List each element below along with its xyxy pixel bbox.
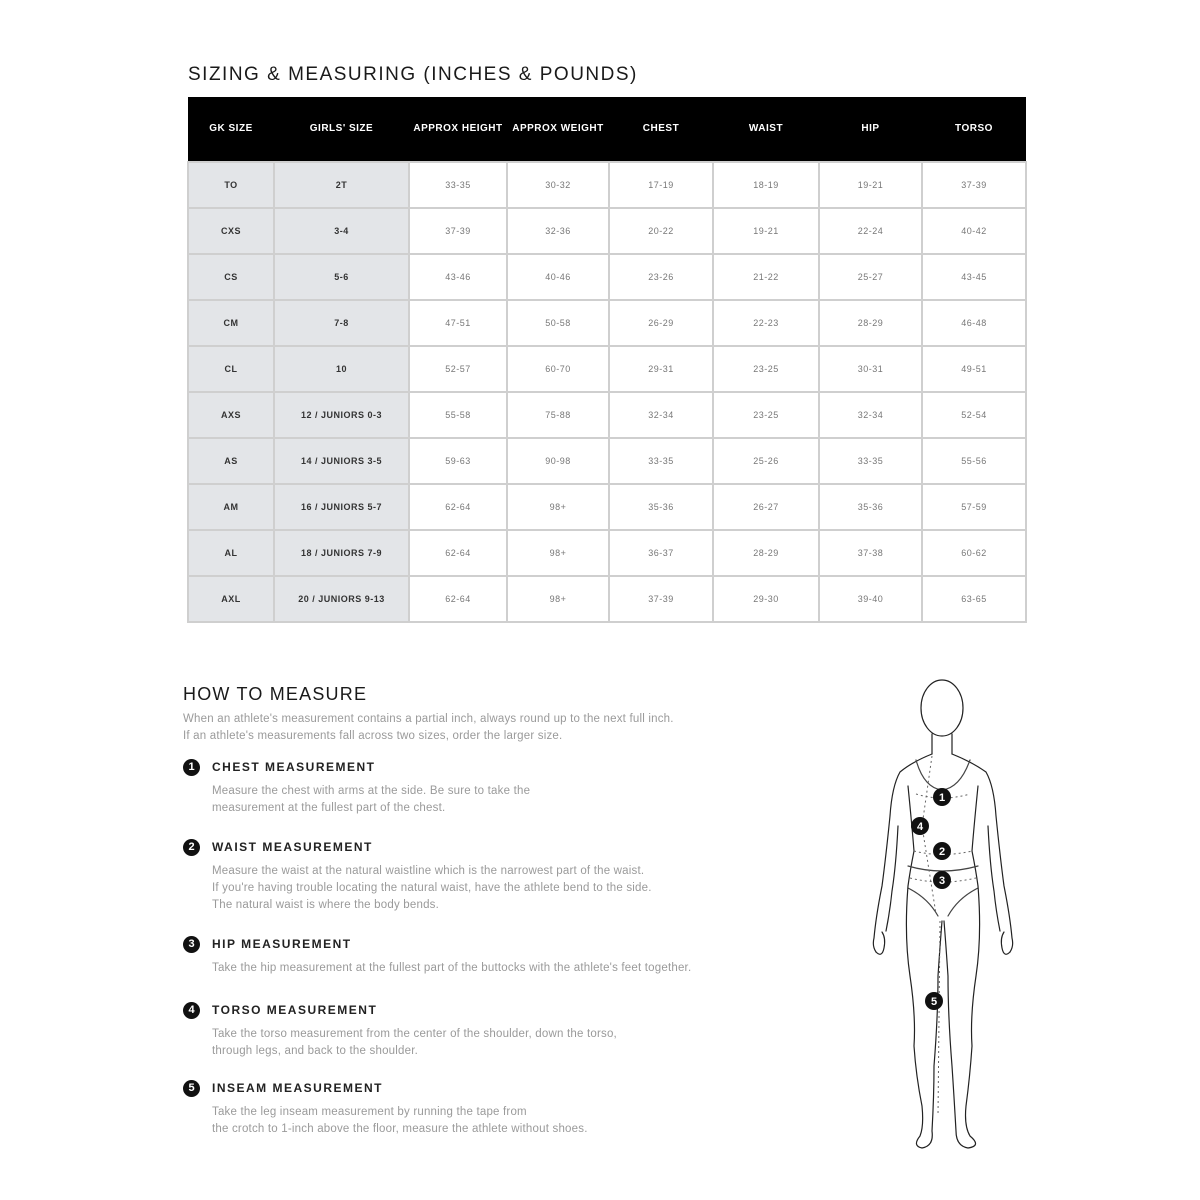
table-header-row (188, 97, 1026, 162)
table-cell: 33-35 (409, 162, 507, 208)
header-hip: HIP (819, 97, 922, 162)
step-description (212, 1026, 617, 1060)
table-cell: 30-32 (507, 162, 609, 208)
step-description-line: measurement at the fullest part of the chest. (212, 802, 446, 814)
step-title: WAIST MEASUREMENT (212, 840, 373, 854)
header-approx-height: APPROX HEIGHT (409, 97, 507, 162)
table-cell: 33-35 (819, 438, 922, 484)
step-number-badge: 4 (183, 1002, 200, 1019)
table-cell: 39-40 (819, 576, 922, 622)
step-description (212, 863, 652, 914)
table-cell: 21-22 (713, 254, 819, 300)
table-cell: 98+ (507, 576, 609, 622)
size-chart-table (187, 97, 1027, 623)
table-cell: 25-27 (819, 254, 922, 300)
gk-size-cell: CL (188, 346, 274, 392)
table-cell: 40-46 (507, 254, 609, 300)
step-title: TORSO MEASUREMENT (212, 1003, 378, 1017)
step-description (212, 783, 530, 817)
table-cell: 23-25 (713, 392, 819, 438)
table-cell: 46-48 (922, 300, 1026, 346)
table-cell: 26-27 (713, 484, 819, 530)
table-cell: 47-51 (409, 300, 507, 346)
girls-size-cell: 18 / JUNIORS 7-9 (274, 530, 409, 576)
girls-size-cell: 2T (274, 162, 409, 208)
table-cell: 22-24 (819, 208, 922, 254)
girls-size-cell: 10 (274, 346, 409, 392)
gk-size-cell: CXS (188, 208, 274, 254)
table-cell: 28-29 (819, 300, 922, 346)
how-to-measure-title: HOW TO MEASURE (183, 684, 368, 704)
girls-size-cell: 16 / JUNIORS 5-7 (274, 484, 409, 530)
gk-size-cell: CM (188, 300, 274, 346)
header-chest: CHEST (609, 97, 713, 162)
table-row (188, 530, 1026, 576)
step-description-line: through legs, and back to the shoulder. (212, 1045, 418, 1057)
table-cell: 30-31 (819, 346, 922, 392)
svg-text:4: 4 (916, 821, 924, 833)
table-row (188, 300, 1026, 346)
marker-waist (933, 842, 951, 860)
body-figure (862, 676, 1032, 1166)
marker-torso (911, 817, 929, 835)
table-cell: 19-21 (819, 162, 922, 208)
table-cell: 98+ (507, 484, 609, 530)
svg-text:3: 3 (938, 875, 946, 887)
table-cell: 37-39 (609, 576, 713, 622)
step-description-line: The natural waist is where the body bends. (212, 899, 440, 911)
marker-hip (933, 871, 951, 889)
step-description-line: Take the hip measurement at the fullest part of the buttocks with the athlete's feet together. (212, 962, 692, 974)
table-cell: 63-65 (922, 576, 1026, 622)
table-cell: 62-64 (409, 530, 507, 576)
table-cell: 59-63 (409, 438, 507, 484)
header-waist: WAIST (713, 97, 819, 162)
step-description (212, 960, 691, 977)
svg-text:5: 5 (930, 996, 938, 1008)
sizing-title: SIZING & MEASURING (INCHES & POUNDS) (188, 64, 638, 85)
gk-size-cell: AL (188, 530, 274, 576)
table-row (188, 254, 1026, 300)
gk-size-cell: AS (188, 438, 274, 484)
table-cell: 25-26 (713, 438, 819, 484)
girls-size-cell: 3-4 (274, 208, 409, 254)
step-number-badge: 2 (183, 839, 200, 856)
table-cell: 23-25 (713, 346, 819, 392)
gk-size-cell: TO (188, 162, 274, 208)
table-cell: 55-58 (409, 392, 507, 438)
header-gk-size: GK SIZE (188, 97, 274, 162)
table-row (188, 346, 1026, 392)
table-row (188, 392, 1026, 438)
intro-line: If an athlete's measurements fall across two sizes, order the larger size. (183, 730, 563, 742)
table-cell: 60-70 (507, 346, 609, 392)
girls-size-cell: 20 / JUNIORS 9-13 (274, 576, 409, 622)
table-cell: 32-34 (609, 392, 713, 438)
table-cell: 29-30 (713, 576, 819, 622)
table-cell: 20-22 (609, 208, 713, 254)
table-cell: 55-56 (922, 438, 1026, 484)
girls-size-cell: 14 / JUNIORS 3-5 (274, 438, 409, 484)
marker-inseam (925, 992, 943, 1010)
step-description-line: the crotch to 1-inch above the floor, measure the athlete without shoes. (212, 1123, 588, 1135)
intro-line: When an athlete's measurement contains a partial inch, always round up to the next full inch. (183, 713, 674, 725)
table-cell: 29-31 (609, 346, 713, 392)
step-description-line: Take the torso measurement from the center of the shoulder, down the torso, (212, 1028, 617, 1040)
svg-text:1: 1 (938, 792, 946, 804)
table-cell: 98+ (507, 530, 609, 576)
gk-size-cell: CS (188, 254, 274, 300)
table-cell: 37-39 (922, 162, 1026, 208)
table-cell: 26-29 (609, 300, 713, 346)
table-row (188, 484, 1026, 530)
table-row (188, 576, 1026, 622)
table-cell: 23-26 (609, 254, 713, 300)
table-cell: 57-59 (922, 484, 1026, 530)
table-row (188, 438, 1026, 484)
table-cell: 40-42 (922, 208, 1026, 254)
girls-size-cell: 5-6 (274, 254, 409, 300)
table-cell: 62-64 (409, 484, 507, 530)
table-cell: 32-36 (507, 208, 609, 254)
header-torso: TORSO (922, 97, 1026, 162)
table-cell: 62-64 (409, 576, 507, 622)
table-cell: 17-19 (609, 162, 713, 208)
table-cell: 90-98 (507, 438, 609, 484)
gk-size-cell: AXS (188, 392, 274, 438)
body-outline-illustration (862, 676, 1032, 1166)
table-cell: 52-57 (409, 346, 507, 392)
table-cell: 19-21 (713, 208, 819, 254)
svg-text:2: 2 (938, 846, 946, 858)
table-cell: 32-34 (819, 392, 922, 438)
step-number-badge: 5 (183, 1080, 200, 1097)
step-description-line: Take the leg inseam measurement by running the tape from (212, 1106, 527, 1118)
step-title: CHEST MEASUREMENT (212, 760, 376, 774)
measure-intro (183, 711, 674, 745)
table-cell: 75-88 (507, 392, 609, 438)
step-description-line: Measure the chest with arms at the side. Be sure to take the (212, 785, 531, 797)
step-description (212, 1104, 588, 1138)
step-number-badge: 1 (183, 759, 200, 776)
header-approx-weight: APPROX WEIGHT (507, 97, 609, 162)
table-cell: 43-45 (922, 254, 1026, 300)
table-cell: 37-38 (819, 530, 922, 576)
step-number-badge: 3 (183, 936, 200, 953)
table-cell: 50-58 (507, 300, 609, 346)
header-girls-size: GIRLS' SIZE (274, 97, 409, 162)
table-cell: 28-29 (713, 530, 819, 576)
table-row (188, 208, 1026, 254)
step-title: HIP MEASUREMENT (212, 937, 352, 951)
table-cell: 52-54 (922, 392, 1026, 438)
step-title: INSEAM MEASUREMENT (212, 1081, 384, 1095)
girls-size-cell: 12 / JUNIORS 0-3 (274, 392, 409, 438)
table-cell: 35-36 (609, 484, 713, 530)
table-cell: 43-46 (409, 254, 507, 300)
step-description-line: Measure the waist at the natural waistline which is the narrowest part of the waist. (212, 865, 645, 877)
gk-size-cell: AXL (188, 576, 274, 622)
gk-size-cell: AM (188, 484, 274, 530)
table-cell: 18-19 (713, 162, 819, 208)
table-cell: 36-37 (609, 530, 713, 576)
step-description-line: If you're having trouble locating the natural waist, have the athlete bend to the side. (212, 882, 652, 894)
table-row (188, 162, 1026, 208)
marker-chest (933, 788, 951, 806)
girls-size-cell: 7-8 (274, 300, 409, 346)
table-cell: 35-36 (819, 484, 922, 530)
table-cell: 33-35 (609, 438, 713, 484)
table-cell: 60-62 (922, 530, 1026, 576)
table-cell: 37-39 (409, 208, 507, 254)
table-cell: 22-23 (713, 300, 819, 346)
table-cell: 49-51 (922, 346, 1026, 392)
